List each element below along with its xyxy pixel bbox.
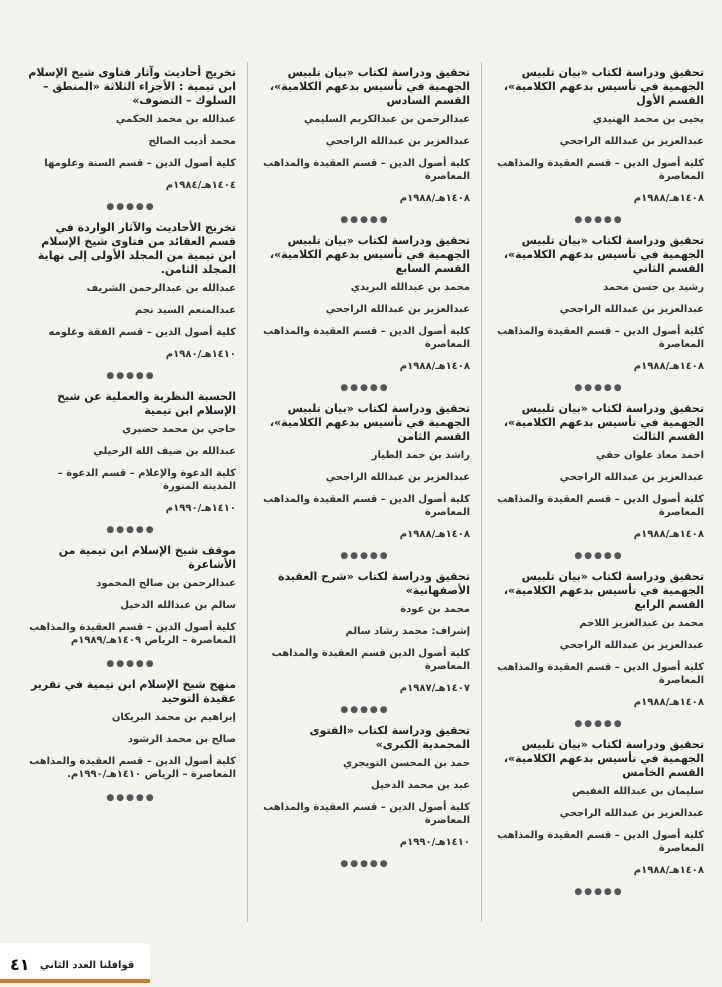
footer <box>0 943 150 983</box>
entry-line: كلية أصول الدين – قسم العقيدة والمذاهب المعاصرة – الرياض ١٤٠٩هـ/١٩٨٩م <box>29 622 236 646</box>
entry-date: ١٤١٠هـ/١٩٨٠م <box>165 349 236 360</box>
entry-title: تحقيق ودراسة لكتاب «بيان تلبيس الجهمية في تأسيس بدعهم الكلامية»، القسم الأول <box>503 66 704 107</box>
entry-line: عبدالله بن محمد الحكمي <box>115 114 236 125</box>
entry-line: كلية أصول الدين قسم العقيدة والمذاهب المعاصرة <box>271 648 470 672</box>
dots-separator: ●●●●● <box>106 659 156 669</box>
entry-line: عبدالله بن ضيف الله الرحيلي <box>93 446 236 457</box>
entry-title: تحقيق ودراسة لكتاب «بيان تلبيس الجهمية في تأسيس بدعهم الكلامية»، القسم السابع <box>269 234 470 275</box>
thesis-entry <box>260 570 470 695</box>
dots-separator: ●●●●● <box>106 371 156 381</box>
thesis-entry <box>494 570 704 709</box>
entry-line: كلية أصول الدين – قسم العقيدة والمذاهب المعاصرة <box>263 494 470 518</box>
entry-line: محمد بن عبدالعزيز اللاحم <box>579 618 704 629</box>
entry-line: عبدالرحمن بن صالح المحمود <box>96 578 236 589</box>
entry-date: ١٤١٠هـ/١٩٩٠م <box>399 837 470 848</box>
thesis-entry <box>494 66 704 205</box>
entry-title: تحقيق ودراسة لكتاب «شرح العقيدة الأصفهانية» <box>277 570 470 597</box>
dots-separator: ●●●●● <box>106 202 156 212</box>
entry-title: الحسبة النظرية والعملية عن شيخ الإسلام ابن تيمية <box>57 390 236 417</box>
entry-line: كلية أصول الدين – قسم العقيدة والمذاهب المعاصرة <box>263 802 470 826</box>
entry-line: محمد بن عبدالله البريدي <box>350 282 470 293</box>
entry-line: كلية أصول الدين – قسم العقيدة والمذاهب المعاصرة <box>263 158 470 182</box>
thesis-entry <box>26 66 236 192</box>
entry-line: حاجي بن محمد حضيري <box>122 424 236 435</box>
entry-line: عبد بن محمد الدخيل <box>371 780 470 791</box>
entry-line: محمد أديب الصالح <box>148 136 236 147</box>
column-right <box>494 60 704 930</box>
entry-date: ١٤٠٨هـ/١٩٨٨م <box>633 697 704 708</box>
dots-separator: ●●●●● <box>574 215 624 225</box>
entry-line: عبدالله بن عبدالرحمن الشريف <box>86 283 236 294</box>
entry-line: عبدالعزيز بن عبدالله الراجحي <box>325 136 470 147</box>
column-divider <box>481 62 482 922</box>
entry-date: ١٤٠٨هـ/١٩٨٨م <box>399 529 470 540</box>
entry-line: كلية أصول الدين – قسم السنة وعلومها <box>44 158 236 169</box>
entry-line: كلية أصول الدين – قسم العقيدة والمذاهب المعاصرة <box>497 326 704 350</box>
dots-separator: ●●●●● <box>574 719 624 729</box>
entry-title: تخريج الأحاديث والآثار الواردة في قسم العقائد من فتاوى شيخ الإسلام ابن تيمية من المجلد الأولى إلى نهاية المجلد الثامن. <box>37 221 236 276</box>
entry-line: كلية أصول الدين – قسم العقيدة والمذاهب المعاصرة <box>497 830 704 854</box>
entry-line: سليمان بن عبدالله الغفيص <box>572 786 704 797</box>
entry-line: عبدالعزيز بن عبدالله الراجحي <box>559 472 704 483</box>
entry-line: كلية أصول الدين – قسم العقيدة والمذاهب المعاصرة – الرياض ١٤١٠هـ/١٩٩٠م. <box>29 756 236 780</box>
thesis-entry <box>260 402 470 541</box>
entry-line: احمد معاذ علوان حقي <box>596 450 704 461</box>
page-number: ٤١ <box>10 955 30 974</box>
thesis-entry <box>26 678 236 781</box>
dots-separator: ●●●●● <box>340 215 390 225</box>
column-divider <box>247 62 248 922</box>
entry-title: تخريج أحاديث وآثار فتاوى شيخ الإسلام ابن تيمية : الأجزاء الثلاثة «المنطق – السلوك – التصوف» <box>28 66 236 107</box>
entry-line: عبدالعزيز بن عبدالله الراجحي <box>559 640 704 651</box>
footer-accent-bar <box>0 979 150 983</box>
thesis-entry <box>260 66 470 205</box>
dots-separator: ●●●●● <box>340 859 390 869</box>
dots-separator: ●●●●● <box>106 525 156 535</box>
thesis-entry <box>26 221 236 361</box>
entry-title: تحقيق ودراسة لكتاب «بيان تلبيس الجهمية في تأسيس بدعهم الكلامية»، القسم السادس <box>269 66 470 107</box>
entry-line: يحيى بن محمد الهنيدي <box>592 114 704 125</box>
entry-line: كلية أصول الدين – قسم الفقة وعلومه <box>48 327 236 338</box>
entry-line: سالم بن عبدالله الدخيل <box>120 600 236 611</box>
entry-title: تحقيق ودراسة لكتاب «بيان تلبيس الجهمية في تأسيس بدعهم الكلامية»، القسم الرابع <box>503 570 704 611</box>
entry-line: كلية أصول الدين – قسم العقيدة والمذاهب المعاصرة <box>497 158 704 182</box>
entry-line: إبراهيم بن محمد البريكان <box>111 712 236 723</box>
entry-line: كلية أصول الدين – قسم العقيدة والمذاهب المعاصرة <box>263 326 470 350</box>
dots-separator: ●●●●● <box>574 887 624 897</box>
dots-separator: ●●●●● <box>574 383 624 393</box>
entry-title: تحقيق ودراسة لكتاب «بيان تلبيس الجهمية في تأسيس بدعهم الكلامية»، القسم الثامن <box>269 402 470 443</box>
dots-separator: ●●●●● <box>106 793 156 803</box>
dots-separator: ●●●●● <box>340 551 390 561</box>
entry-line: راشد بن حمد الطيار <box>371 450 470 461</box>
thesis-entry <box>26 390 236 515</box>
entry-date: ١٤٠٨هـ/١٩٨٨م <box>633 865 704 876</box>
entry-date: ١٤٠٨هـ/١٩٨٨م <box>633 193 704 204</box>
entry-line: كلية الدعوة والإعلام – قسم الدعوة – المدينة المنورة <box>57 468 236 492</box>
entry-date: ١٤٠٧هـ/١٩٨٧م <box>399 683 470 694</box>
entry-line: كلية أصول الدين – قسم العقيدة والمذاهب المعاصرة <box>497 662 704 686</box>
entry-line: كلية أصول الدين – قسم العقيدة والمذاهب المعاصرة <box>497 494 704 518</box>
entry-line: عبدالعزيز بن عبدالله الراجحي <box>559 136 704 147</box>
entry-line: عبدالرحمن بن عبدالكريم السليمي <box>303 114 470 125</box>
dots-separator: ●●●●● <box>574 551 624 561</box>
column-middle <box>260 60 470 930</box>
column-left <box>26 60 236 930</box>
thesis-entry <box>494 234 704 373</box>
thesis-entry <box>260 724 470 849</box>
entry-line: حمد بن المحسن التويجري <box>342 758 470 769</box>
entry-date: ١٤٠٨هـ/١٩٨٨م <box>399 193 470 204</box>
entry-line: عبدالعزيز بن عبدالله الراجحي <box>325 472 470 483</box>
entry-title: منهج شيخ الإسلام ابن تيمية في تقرير عقيدة التوحيد <box>30 678 236 705</box>
entry-date: ١٤٠٨هـ/١٩٨٨م <box>633 361 704 372</box>
dots-separator: ●●●●● <box>340 383 390 393</box>
entry-date: ١٤١٠هـ/١٩٩٠م <box>165 503 236 514</box>
thesis-entry <box>494 402 704 541</box>
entry-title: تحقيق ودراسة لكتاب «الفتوى المحمدية الكبرى» <box>309 724 470 751</box>
magazine-name: قوافلنا العدد الثاني <box>40 960 135 971</box>
entry-line: محمد بن عودة <box>400 604 470 615</box>
dots-separator: ●●●●● <box>340 705 390 715</box>
entry-line: عبدالعزيز بن عبدالله الراجحي <box>325 304 470 315</box>
thesis-entry <box>494 738 704 877</box>
entry-title: موقف شيخ الإسلام ابن تيمية من الأشاعرة <box>58 544 236 571</box>
entry-line: عبدالعزيز بن عبدالله الراجحي <box>559 808 704 819</box>
entry-title: تحقيق ودراسة لكتاب «بيان تلبيس الجهمية في تأسيس بدعهم الكلامية»، القسم الثالث <box>503 402 704 443</box>
entry-date: ١٤٠٤هـ/١٩٨٤م <box>165 180 236 191</box>
thesis-entry <box>260 234 470 373</box>
entry-line: رشيد بن حسن محمد <box>603 282 704 293</box>
thesis-entry <box>26 544 236 647</box>
entry-title: تحقيق ودراسة لكتاب «بيان تلبيس الجهمية في تأسيس بدعهم الكلامية»، القسم الخامس <box>503 738 704 779</box>
entry-date: ١٤٠٨هـ/١٩٨٨م <box>633 529 704 540</box>
entry-date: ١٤٠٨هـ/١٩٨٨م <box>399 361 470 372</box>
entry-line: عبدالعزيز بن عبدالله الراجحي <box>559 304 704 315</box>
entry-title: تحقيق ودراسة لكتاب «بيان تلبيس الجهمية في تأسيس بدعهم الكلامية»، القسم الثاني <box>503 234 704 275</box>
entry-line: عبدالمنعم السيد نجم <box>134 305 236 316</box>
entry-line: إشراف: محمد رشاد سالم <box>345 626 470 637</box>
entry-line: صالح بن محمد الرشود <box>127 734 236 745</box>
